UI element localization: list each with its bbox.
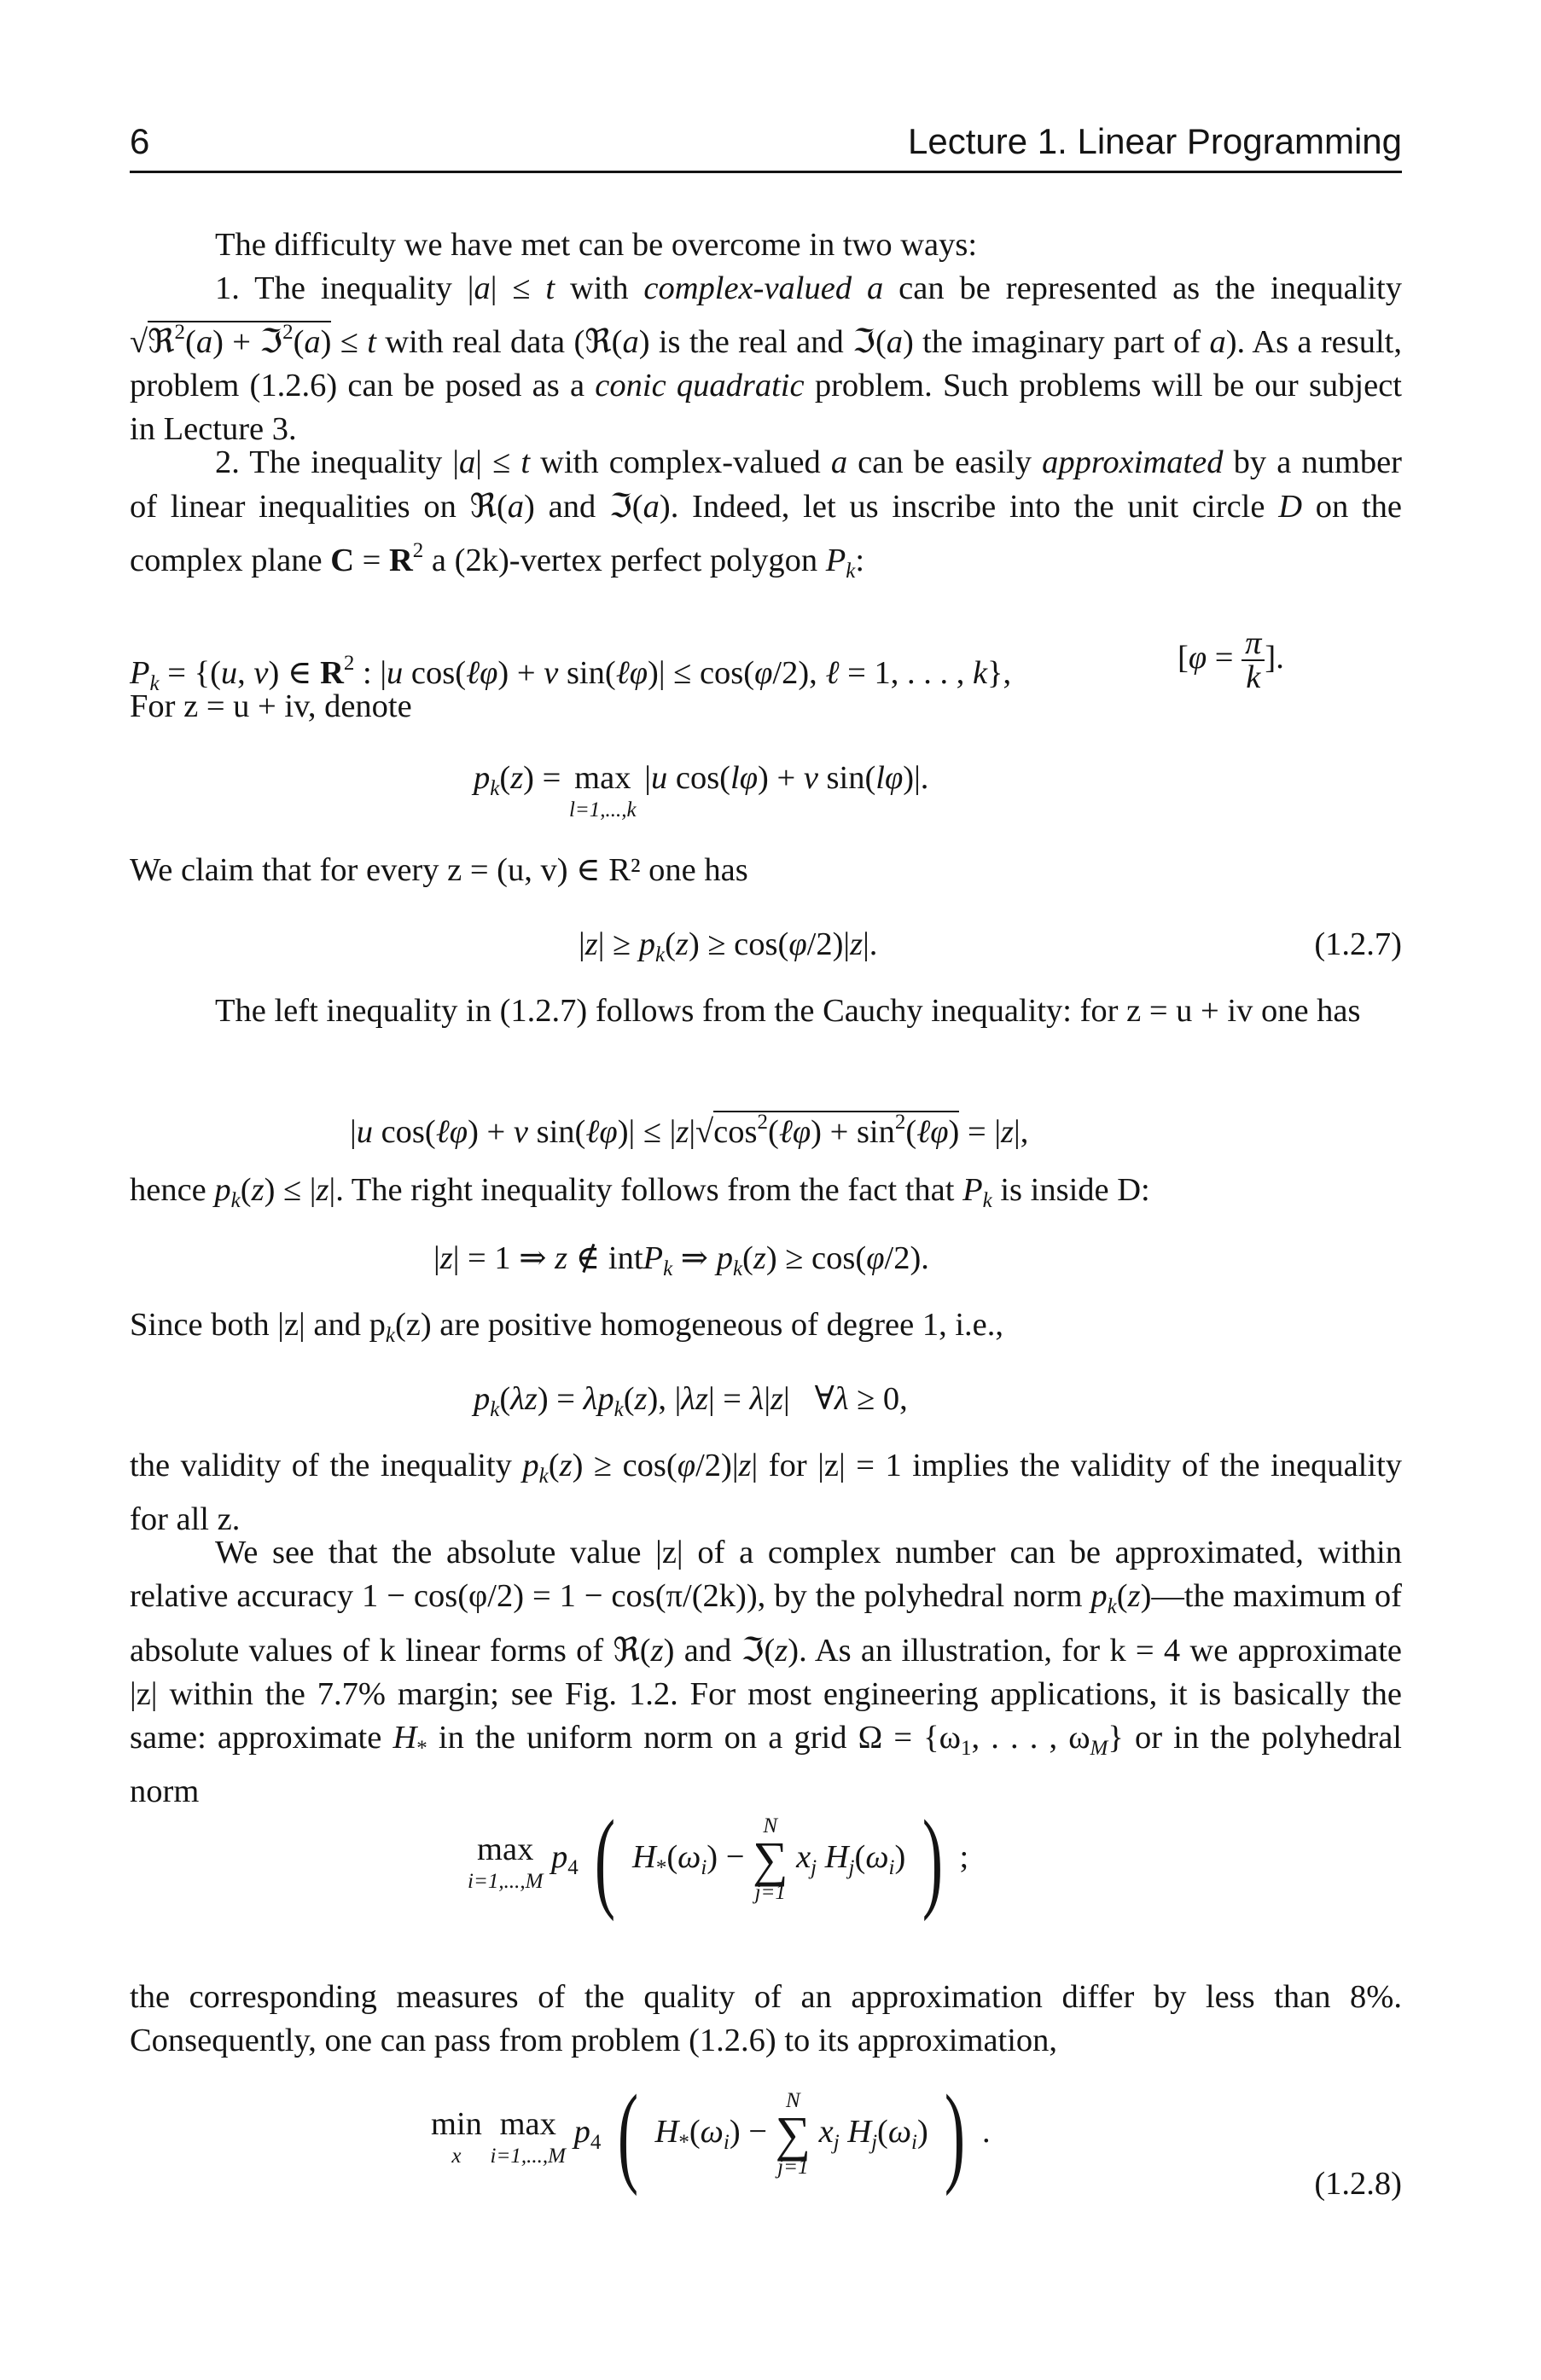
paragraph-left-inequality: The left inequality in (1.2.7) follows from the Cauchy inequality: for z = u + iv one has xyxy=(215,993,1361,1029)
equation-127: $|z| \ge p_k(z) \ge \cos(\varphi/2)|z|$. xyxy=(579,926,878,967)
paragraph-for-z: For z = u + iv, denote xyxy=(130,688,412,724)
paragraph-we-see: We see that the absolute value |z| of a complex number can be approximated, within relative accuracy 1 − cos(φ/2) = 1 − cos(π/(2k)), by the polyhedral norm $p_k(z)—the$ maximum of absolute values of k linear forms of ℜ(z) and ℑ(z). As an illustration, for k = 4 we approximate |z| within the 7.7% margin; see Fig. 1.2. For most engineering applications, it is basically the same: approximate $H_*$ in the uniform norm on a grid $\Omega = \{\omega_1$, . . . , $\omega_M$} or in the polyhedral norm xyxy=(130,1535,1403,1809)
equation-homogeneity: $p_k(\lambda z) = \lambda p_k(z)$, |λz| = λ|z| ∀λ ≥ 0, xyxy=(474,1381,908,1421)
equation-pk-def: $p_k(z)$ = max l=1,...,k |u cos(lφ) + v sin(lφ)|. xyxy=(474,760,929,821)
equation-cauchy: |u cos(ℓφ) + v sin(ℓφ)| ≤ $|z|√\cos^2(\ell\varphi)$ + $\sin^2(\ell\varphi) = |z|$, xyxy=(350,1111,1029,1150)
paragraph-item-2: 2. The inequality |a| ≤ t with complex-valued a can be easily approximated by a number of linear inequalities on ℜ(a) and ℑ(a). Indeed, let us inscribe into the unit circle D on the complex plane $C = R^2$ a (2k)-vertex perfect polygon $P_k$: xyxy=(130,444,1403,583)
equation-polygon: $P_k = \{(u$, v) ∈ $R^2$ : |u cos(ℓφ) + v sin(ℓφ)| ≤ cos(φ/2), ℓ = 1, . . . , k}, xyxy=(130,652,1012,695)
running-title: Lecture 1. Linear Programming xyxy=(908,121,1402,161)
equation-label-127: (1.2.7) xyxy=(1314,926,1402,962)
paragraph-intro: The difficulty we have met can be overcome in two ways: xyxy=(215,227,978,263)
paragraph-hence: hence $p_k(z) \le |z|$. The right inequality follows from the fact that $P_k$ is inside D: xyxy=(130,1172,1150,1212)
paragraph-claim: We claim that for every z = (u, v) ∈ R² one has xyxy=(130,852,748,888)
header-rule xyxy=(130,171,1402,173)
equation-phi-def: [φ = $\frac{\pi}{k}$ ]. xyxy=(1178,625,1284,695)
paragraph-corresponding: the corresponding measures of the quality of an approximation differ by less than 8%. Consequently, one can pass from problem (1.2.6) to its approximation, xyxy=(130,1979,1402,2058)
paragraph-since-both: Since both |z| and $p_k(z)$ are positive homogeneous of degree 1, i.e., xyxy=(130,1307,1003,1347)
paragraph-item-1: 1. The inequality |a| ≤ t with complex-valued a can be represented as the inequality √ℜ$^2$(a) + ℑ$^2$(a) ≤ t with real data (ℜ(a) is the real and ℑ(a) the imaginary part of a). As a result, problem (1.2.6) can be posed as a conic quadratic problem. Such problems will be our subject in Lecture 3. xyxy=(130,270,1402,447)
paragraph-validity: the validity of the inequality $p_k(z) \ge \cos(\varphi/2)|z|$ for |z| = 1 implies the validity of the inequality for all z. xyxy=(130,1448,1403,1537)
page-number: 6 xyxy=(130,121,150,161)
equation-max-p4: max i=1,...,M $p_4$ ( $H_*(\omega_i)$ − N ∑ j=1 $x_j$ $H_j(\omega_i)$ ) ; xyxy=(468,1797,969,1922)
equation-implication: |z| = 1 ⇒ z ∉ intP$_k$ ⇒ $p_k(z) \ge \cos(\varphi/2)$. xyxy=(433,1240,929,1280)
equation-label-128: (1.2.8) xyxy=(1314,2166,1402,2202)
equation-128: min x max i=1,...,M $p_4$ ( $H_*(\omega_i)$ − N ∑ j=1 $x_j$ $H_j(\omega_i)$ ) . xyxy=(431,2071,991,2197)
